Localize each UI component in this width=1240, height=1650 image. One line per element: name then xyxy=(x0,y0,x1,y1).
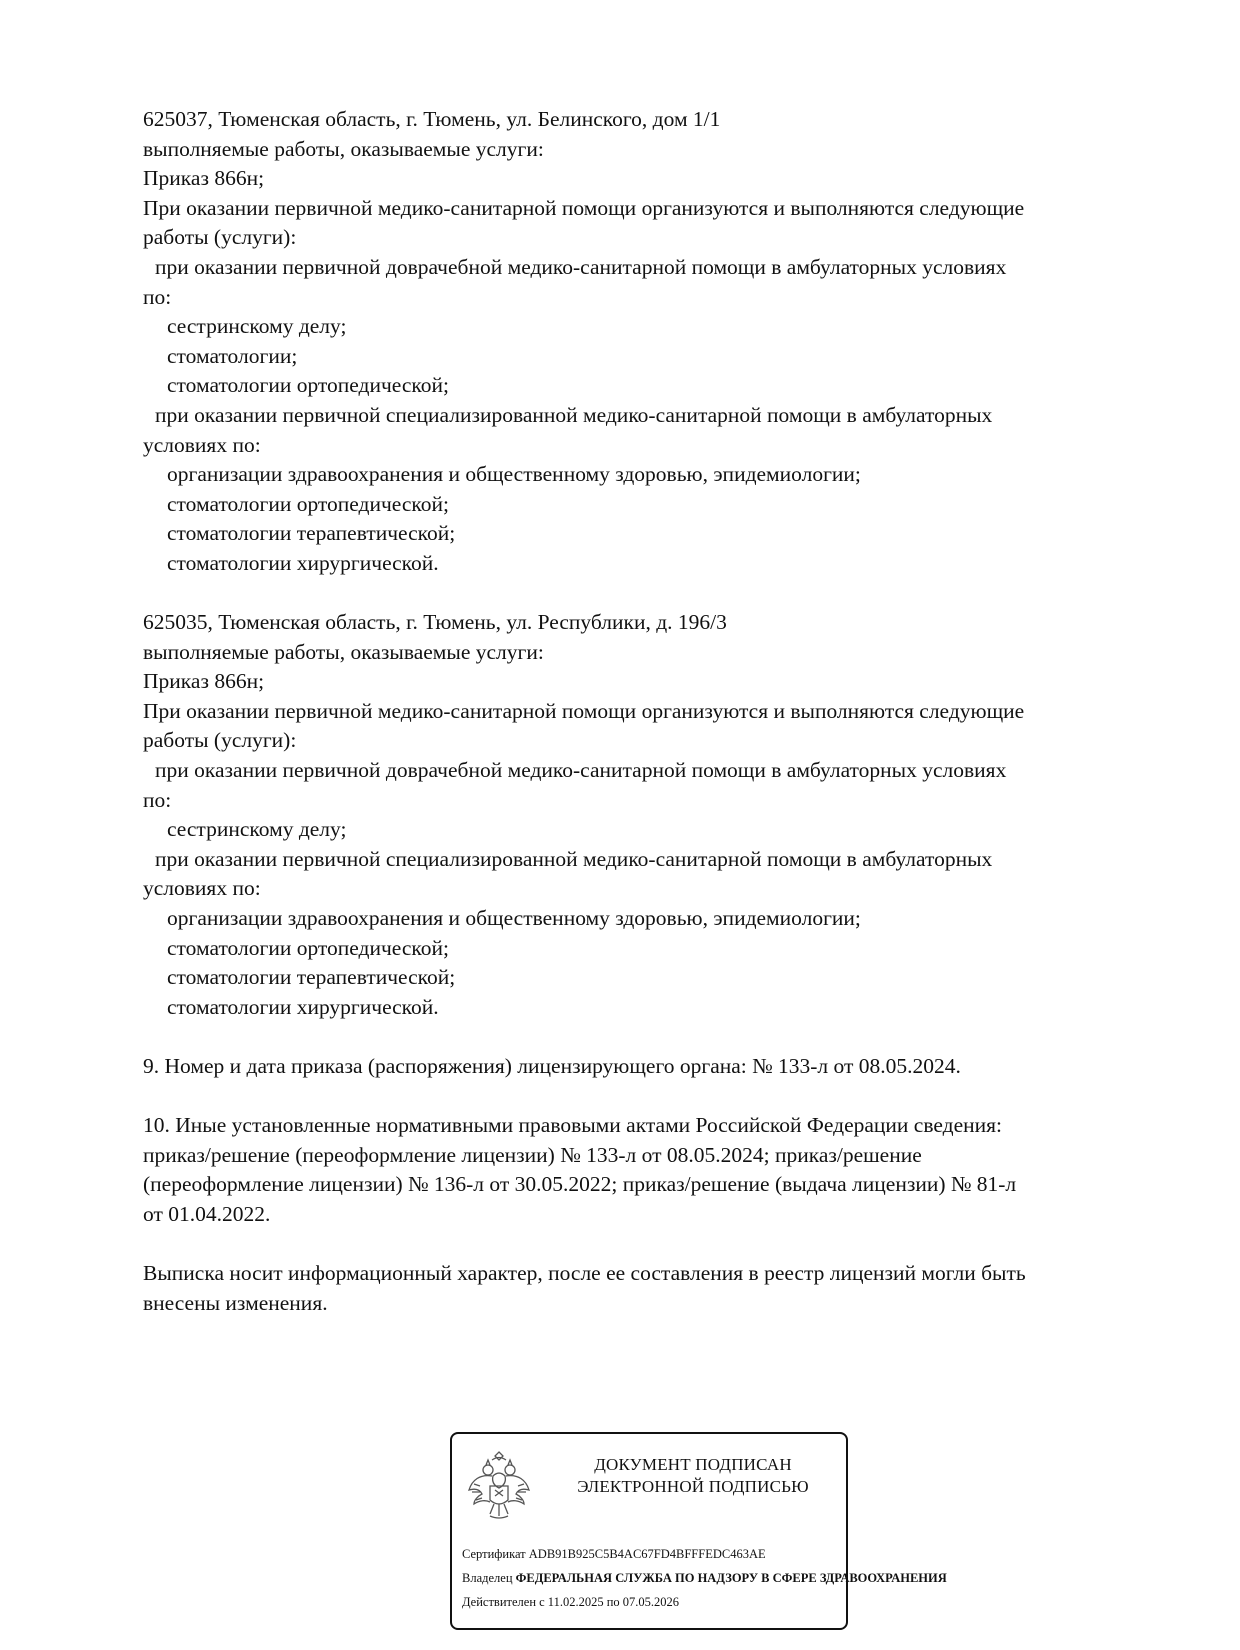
note-line: Выписка носит информационный характер, после ее составления в реестр лицензий могли быть xyxy=(143,1261,1026,1286)
stamp-details xyxy=(462,1542,947,1614)
service-item: стоматологии; xyxy=(167,343,298,368)
service-item: стоматологии хирургической. xyxy=(167,994,439,1019)
works-label: выполняемые работы, оказываемые услуги: xyxy=(143,639,544,664)
service-item: организации здравоохранения и общественному здоровью, эпидемиологии; xyxy=(167,462,861,487)
prehospital-heading-cont: по: xyxy=(143,284,172,309)
owner-value: ФЕДЕРАЛЬНАЯ СЛУЖБА ПО НАДЗОРУ В СФЕРЕ ЗДРАВООХРАНЕНИЯ xyxy=(515,1571,947,1585)
order-ref: Приказ 866н; xyxy=(143,166,265,191)
certificate-label: Сертификат xyxy=(462,1547,526,1561)
address: 625037, Тюменская область, г. Тюмень, ул. Белинского, дом 1/1 xyxy=(143,107,721,131)
document-body xyxy=(143,105,1153,1318)
service-item: организации здравоохранения и общественному здоровью, эпидемиологии; xyxy=(167,906,861,931)
intro-line: При оказании первичной медико-санитарной помощи организуются и выполняются следующие xyxy=(143,195,1025,220)
service-item: сестринскому делу; xyxy=(167,817,347,842)
intro-line: При оказании первичной медико-санитарной помощи организуются и выполняются следующие xyxy=(143,698,1025,723)
stamp-title xyxy=(548,1454,838,1498)
note-line: внесены изменения. xyxy=(143,1290,328,1315)
service-item: стоматологии терапевтической; xyxy=(167,965,456,990)
owner-row xyxy=(462,1566,947,1590)
specialized-heading-cont: условиях по: xyxy=(143,876,261,901)
service-item: стоматологии хирургической. xyxy=(167,550,439,575)
item-10-line: (переоформление лицензии) № 136-л от 30.05.2022; приказ/решение (выдача лицензии) № 81-л xyxy=(143,1172,1017,1197)
service-item: стоматологии ортопедической; xyxy=(167,373,450,398)
owner-label: Владелец xyxy=(462,1571,513,1585)
disclaimer-note xyxy=(143,1259,1153,1318)
order-ref: Приказ 866н; xyxy=(143,669,265,694)
address-block-2 xyxy=(143,608,1153,1022)
certificate-row xyxy=(462,1542,852,1566)
stamp-title-line: ЭЛЕКТРОННОЙ ПОДПИСЬЮ xyxy=(577,1477,809,1496)
item-10-other-info xyxy=(143,1111,1153,1229)
item-10-line: приказ/решение (переоформление лицензии) № 133-л от 08.05.2024; приказ/решение xyxy=(143,1142,922,1167)
address: 625035, Тюменская область, г. Тюмень, ул. Республики, д. 196/3 xyxy=(143,610,727,635)
item-9-order-number: 9. Номер и дата приказа (распоряжения) лицензирующего органа: № 133-л от 08.05.2024. xyxy=(143,1054,961,1078)
service-item: стоматологии ортопедической; xyxy=(167,935,450,960)
item-10-line: 10. Иные установленные нормативными правовыми актами Российской Федерации сведения: xyxy=(143,1113,1002,1138)
item-10-line: от 01.04.2022. xyxy=(143,1201,271,1226)
specialized-heading: при оказании первичной специализированной медико-санитарной помощи в амбулаторных xyxy=(155,846,993,871)
prehospital-heading: при оказании первичной доврачебной медико-санитарной помощи в амбулаторных условиях xyxy=(155,758,1007,783)
specialized-heading: при оказании первичной специализированной медико-санитарной помощи в амбулаторных xyxy=(155,402,993,427)
e-signature-stamp xyxy=(450,1432,947,1630)
intro-line: работы (услуги): xyxy=(143,225,297,250)
prehospital-heading-cont: по: xyxy=(143,787,172,812)
address-block-1 xyxy=(143,105,1153,579)
coat-of-arms-icon xyxy=(466,1446,532,1524)
service-item: стоматологии ортопедической; xyxy=(167,491,450,516)
certificate-value: ADB91B925C5B4AC67FD4BFFFEDC463AE xyxy=(528,1547,766,1561)
stamp-title-line: ДОКУМЕНТ ПОДПИСАН xyxy=(594,1455,792,1474)
service-item: сестринскому делу; xyxy=(167,314,347,339)
service-item: стоматологии терапевтической; xyxy=(167,521,456,546)
works-label: выполняемые работы, оказываемые услуги: xyxy=(143,136,544,161)
specialized-heading-cont: условиях по: xyxy=(143,432,261,457)
validity-row: Действителен с 11.02.2025 по 07.05.2026 xyxy=(462,1595,680,1609)
prehospital-heading: при оказании первичной доврачебной медико-санитарной помощи в амбулаторных условиях xyxy=(155,254,1007,279)
intro-line: работы (услуги): xyxy=(143,728,297,753)
